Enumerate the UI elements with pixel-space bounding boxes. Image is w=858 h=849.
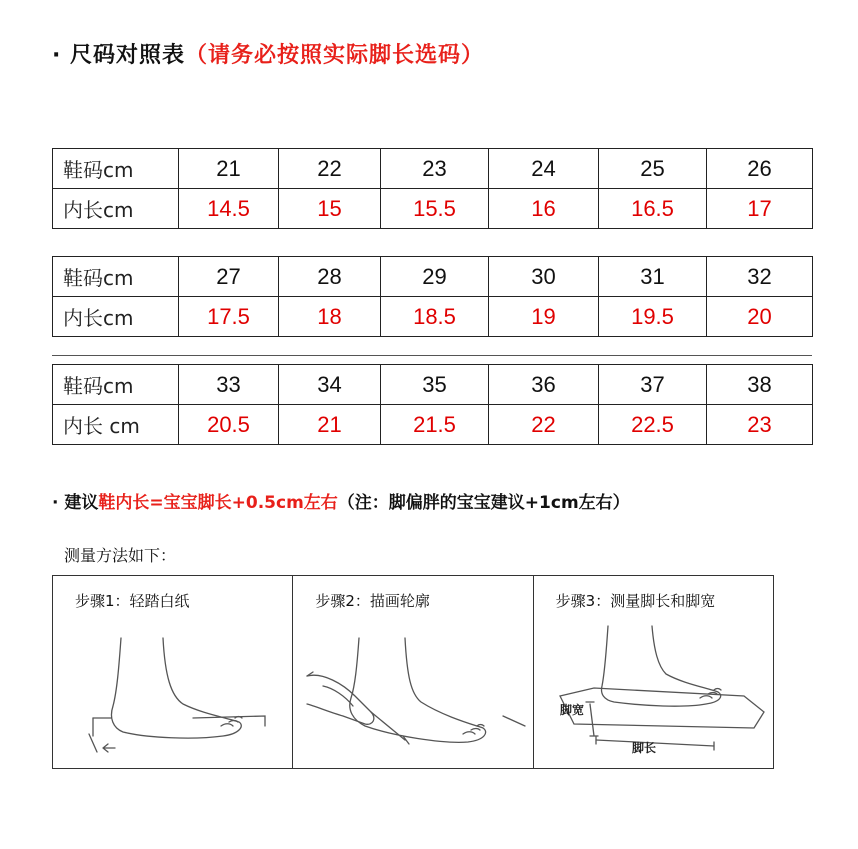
length-cell: 16.5 [599,189,707,229]
length-cell: 22.5 [599,405,707,445]
length-cell: 21 [279,405,381,445]
size-cell: 30 [489,257,599,297]
length-row-label: 内长cm [53,297,179,337]
size-chart-table-3 [52,364,813,445]
size-cell: 38 [707,365,813,405]
table-divider [52,355,812,356]
size-cell: 37 [599,365,707,405]
size-cell: 27 [179,257,279,297]
length-cell: 19.5 [599,297,707,337]
size-cell: 28 [279,257,381,297]
length-cell: 16 [489,189,599,229]
size-cell: 32 [707,257,813,297]
size-cell: 36 [489,365,599,405]
step-1-label: 步骤1：轻踏白纸 [75,592,190,610]
size-cell: 21 [179,149,279,189]
size-cell: 24 [489,149,599,189]
length-cell: 19 [489,297,599,337]
page-title [52,38,484,69]
length-row-label: 内长 cm [53,405,179,445]
length-cell: 23 [707,405,813,445]
step-1-panel [53,576,293,768]
size-cell: 22 [279,149,381,189]
size-row [53,149,813,189]
step-2-label: 步骤2：描画轮廓 [315,592,430,610]
trace-outline-illustration [293,576,532,766]
title-main: · 尺码对照表 [52,43,186,68]
length-cell: 20 [707,297,813,337]
measurement-steps [52,575,774,769]
size-cell: 34 [279,365,381,405]
size-cell: 23 [381,149,489,189]
size-cell: 33 [179,365,279,405]
length-cell: 22 [489,405,599,445]
length-cell: 18.5 [381,297,489,337]
step-2-panel [293,576,533,768]
length-cell: 15 [279,189,381,229]
size-cell: 26 [707,149,813,189]
size-row [53,257,813,297]
foot-on-paper-illustration [53,576,292,766]
title-note: （请务必按照实际脚长选码） [185,43,485,68]
size-row-label: 鞋码cm [53,365,179,405]
length-row [53,297,813,337]
measure-foot-illustration [534,576,773,766]
size-cell: 25 [599,149,707,189]
step-3-panel [534,576,773,768]
length-row-label: 内长cm [53,189,179,229]
size-advice [52,488,630,513]
foot-width-label: 脚宽 [559,703,584,717]
foot-length-label: 脚长 [631,741,656,755]
method-title: 测量方法如下： [64,546,177,565]
advice-prefix: · 建议 [52,493,99,513]
size-cell: 35 [381,365,489,405]
size-cell: 31 [599,257,707,297]
advice-note: （注：脚偏胖的宝宝建议+1cm左右） [337,493,630,513]
size-row [53,365,813,405]
advice-formula: 鞋内长=宝宝脚长+0.5cm左右 [98,493,338,513]
length-cell: 18 [279,297,381,337]
length-cell: 17 [707,189,813,229]
step-3-label: 步骤3：测量脚长和脚宽 [555,592,716,610]
size-row-label: 鞋码cm [53,149,179,189]
length-cell: 17.5 [179,297,279,337]
size-chart-table-1 [52,148,813,229]
length-row [53,405,813,445]
length-row [53,189,813,229]
length-cell: 21.5 [381,405,489,445]
size-row-label: 鞋码cm [53,257,179,297]
length-cell: 14.5 [179,189,279,229]
length-cell: 15.5 [381,189,489,229]
size-chart-table-2 [52,256,813,337]
size-cell: 29 [381,257,489,297]
length-cell: 20.5 [179,405,279,445]
